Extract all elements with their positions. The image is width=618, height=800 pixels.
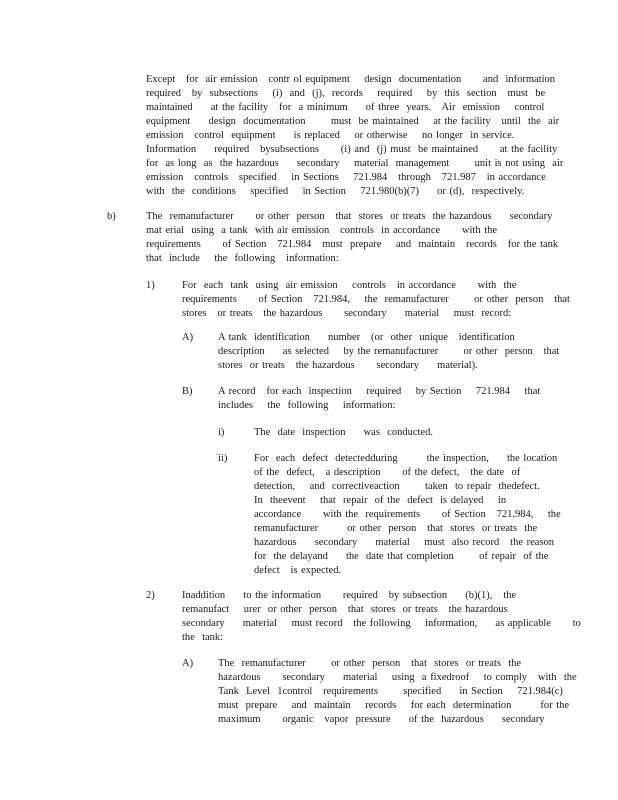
item-b1B-text — [218, 385, 540, 413]
item-b2A-text — [218, 657, 577, 727]
text-line: The remanufacturer or other person that stores or treats the hazardous secondary — [146, 211, 553, 222]
text-line: the tank: — [182, 632, 224, 643]
text-line: description as selected by the remanufacturer or other person that — [218, 346, 560, 357]
item-b2-label: 2) — [146, 590, 155, 601]
text-line: Information required bysubsections (i) and (j) must be maintained at the facility — [146, 144, 558, 155]
text-line: accordance with the requirements of Section 721.984, the — [254, 509, 561, 520]
text-line: emission controls specified in Sections 721.984 through 721.987 in accordance — [146, 172, 546, 183]
item-b1-label: 1) — [146, 280, 155, 291]
text-line: requirements of Section 721.984 must prepare and maintain records for the tank — [146, 239, 559, 250]
text-line: stores or treats the hazardous secondary material must record: — [182, 308, 512, 319]
text-line: For each defect detectedduring the inspection, the location — [254, 453, 558, 464]
item-b-text — [146, 210, 558, 266]
item-b2-text — [182, 589, 581, 645]
text-line: of the defect, a description of the defect, the date of — [254, 467, 521, 478]
text-line: Inaddition to the information required by subsection (b)(1), the — [182, 590, 517, 601]
item-b1A-label: A) — [182, 332, 194, 343]
item-b1B-label: B) — [182, 386, 193, 397]
text-line: The remanufacturer or other person that stores or treats the — [218, 658, 522, 669]
text-line: must prepare and maintain records for each determination for the — [218, 700, 570, 711]
text-line: required by subsections (i) and (j), records required by this section must be — [146, 88, 546, 99]
text-line: A record for each inspection required by Section 721.984 that — [218, 386, 541, 397]
text-line: The date inspection was conducted. — [254, 427, 433, 438]
item-b1Bi-label: i) — [218, 427, 225, 438]
text-line: for the delayand the date that completion of repair of the — [254, 551, 549, 562]
text-line: defect is expected. — [254, 565, 342, 576]
text-line: requirements of Section 721.984, the remanufacturer or other person that — [182, 294, 570, 305]
item-b1Bi-text — [254, 426, 433, 440]
text-line: Tank Level 1control requirements specified in Section 721.984(c) — [218, 686, 563, 697]
text-line: hazardous secondary material must also record the reason — [254, 537, 555, 548]
item-b1-text — [182, 279, 570, 321]
item-b1Bii-text — [254, 452, 561, 578]
text-line: hazardous secondary material using a fixedroof to comply with the — [218, 672, 577, 683]
text-line: stores or treats the hazardous secondary material). — [218, 360, 478, 371]
text-line: In theevent that repair of the defect is delayed in — [254, 495, 507, 506]
text-line: maintained at the facility for a minimum of three years. Air emission control — [146, 102, 545, 113]
text-line: for as long as the hazardous secondary material management unit is not using air — [146, 158, 564, 169]
text-line: remanufacturer or other person that stores or treats the — [254, 523, 538, 534]
text-line: that include the following information: — [146, 253, 339, 264]
text-line: includes the following information: — [218, 400, 396, 411]
text-line: remanufact urer or other person that stores or treats the hazardous — [182, 604, 508, 615]
text-line: Except for air emission contr ol equipment design documentation and information — [146, 74, 556, 85]
text-line: For each tank using air emission controls in accordance with the — [182, 280, 517, 291]
text-line: detection, and correctiveaction taken to repair thedefect. — [254, 481, 540, 492]
text-line: emission control equipment is replaced or otherwise no longer in service. — [146, 130, 515, 141]
text-line: A tank identification number (or other unique identification — [218, 332, 515, 343]
text-line: mat erial using a tank with air emission controls in accordance with the — [146, 225, 498, 236]
text-line: with the conditions specified in Section 721.980(b)(7) or (d), respectively. — [146, 186, 525, 197]
item-b1A-text — [218, 331, 559, 373]
text-line: secondary material must record the following information, as applicable to — [182, 618, 581, 629]
text-line: equipment design documentation must be maintained at the facility until the air — [146, 116, 560, 127]
item-b1Bii-label: ii) — [218, 453, 228, 464]
intro-paragraph — [146, 73, 563, 199]
item-b2A-label: A) — [182, 658, 194, 669]
item-b-label: b) — [107, 211, 116, 222]
text-line: maximum organic vapor pressure of the hazardous secondary — [218, 714, 545, 725]
